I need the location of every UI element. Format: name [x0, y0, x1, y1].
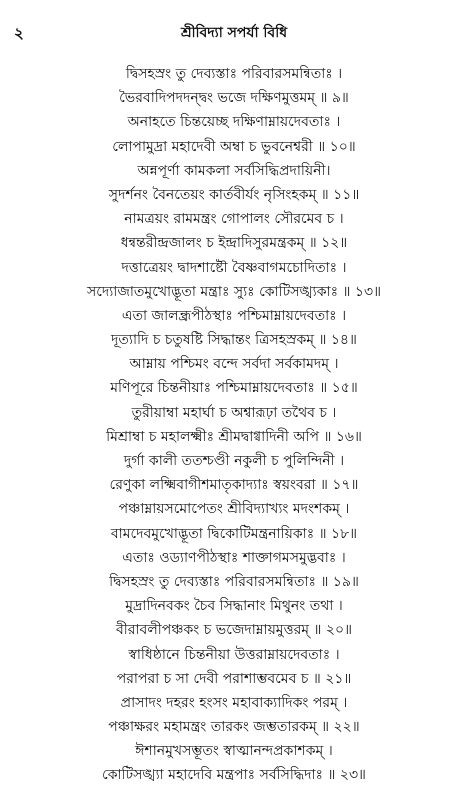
verse-line: ঈশানমুখসম্ভূতং স্বাত্মানন্দপ্রকাশকম্ ।: [135, 743, 333, 760]
verse-line: দ্বিসহস্রং তু দেব্যস্তাঃ পরিবারসমন্বিতাঃ ।: [125, 66, 343, 82]
verse-line: দত্তাত্রেয়ং দ্বাদশাষ্টৌ বৈষ্ণবাগমচোদিতাঃ ।: [121, 259, 347, 276]
verse-line: সদ্যোজাতমুখোদ্ভূতা মন্ত্রাঃ স্যুঃ কোটিসঙ্খ্যকাঃ ॥ ১৩॥: [86, 283, 381, 300]
verse-line: ভৈরবাদিপদদন্দ্বং ভজে দক্ষিণমুত্তমম্ ॥ ৯॥: [119, 90, 349, 107]
verse-line: আম্নায় পশ্চিমং বন্দে সর্বদা সর্বকামদম্ ।: [129, 356, 339, 373]
verse-line: সুদর্শনং বৈনতেয়ং কার্তবীর্যং নৃসিংহকম্ ॥ ১১॥: [108, 186, 360, 203]
verse-line: রেণুকা লক্ষ্মিবাগীশমাতৃকাদ্যাঃ স্বয়ংবরা ॥ ১৭॥: [109, 477, 359, 494]
running-header: শ্রীবিদ্যা সপর্যা বিধি: [180, 25, 288, 41]
verse-line: অন্নপূর্ণা কামকলা সর্বসিদ্ধিপ্রদায়িনী।: [137, 162, 331, 179]
verse-line: বীরাবলীপঞ্চকং চ ভজেদাম্নায়মুত্তরম্ ॥ ২০॥: [115, 622, 353, 639]
verse-line: পঞ্চাম্নায়সমোপেতং শ্রীবিদ্যাখ্যং মদংশকম্ ।: [118, 501, 350, 518]
verse-line: লোপামুদ্রা মহাদেবী অম্বা চ ভুবনেশ্বরী ॥ ১০॥: [112, 138, 356, 155]
verse-line: স্বাধিষ্ঠানে চিন্তনীয়া উত্তরাম্নায়দেবতাঃ ।: [128, 646, 340, 663]
verse-line: কোটিসঙ্খ্যা মহাদেবি মন্ত্রপাঃ সর্বসিদ্ধিদাঃ ॥ ২৩॥: [102, 767, 366, 784]
verse-line: তুরীয়াম্বা মহার্ঘা চ অশ্বারূঢ়া তথৈব চ ।: [131, 404, 337, 421]
verse-line: মিশ্রাম্বা চ মহালক্ষ্মীঃ শ্রীমদ্বাগ্বাদিনী অপি ॥ ১৬॥: [106, 428, 362, 445]
verse-line: ধন্বন্তরীন্দ্রজালং চ ইন্দ্রাদিসুরমন্ত্রকম্ ॥ ১২॥: [120, 235, 348, 252]
verse-line: মুদ্রাদিনবকং চৈব সিদ্ধানাং মিথুনং তথা ।: [125, 598, 343, 615]
verse-list: [0, 62, 468, 788]
verse-line: বামদেবমুখোদ্ভূতা দ্বিকোটিমন্ত্রনায়িকাঃ ॥ ১৮॥: [110, 525, 358, 542]
verse-line: এতা জালন্ধ্রপীঠস্থাঃ পশ্চিমাম্নায়দেবতাঃ ।: [121, 307, 347, 324]
verse-line: পরাপরা চ সা দেবী পরাশাম্ভবমেব চ ॥ ২১॥: [116, 670, 352, 687]
verse-line: দ্বিসহস্রং তু দেব্যস্তাঃ পরিবারসমন্বিতাঃ ॥ ১৯॥: [109, 573, 359, 590]
verse-line: দুর্গা কালী ততশ্চণ্ডী নকুলী চ পুলিন্দিনী ।: [123, 453, 345, 469]
verse-line: পঞ্চাক্ষরং মহামন্ত্রং তারকং জম্ভতারকম্ ॥ ২২॥: [108, 719, 360, 736]
verse-line: অনাহতে চিন্তয়েচ্ছ দক্ষিণাম্নায়দেবতাঃ ।: [127, 114, 341, 131]
verse-line: এতাঃ ওড্যাণপীঠস্থাঃ শাক্তাগমসমুদ্ভবাঃ ।: [122, 549, 346, 566]
verse-line: মণিপূরে চিন্তনীয়াঃ পশ্চিমাম্নায়দেবতাঃ ॥ ১৫॥: [110, 380, 358, 397]
verse-line: নামত্রয়ং রামমন্ত্রং গোপালং সৌরমেব চ ।: [124, 211, 344, 228]
page-number: ২: [14, 24, 24, 42]
verse-line: দূত্যাদি চ চতুষষ্টি সিদ্ধান্তং ত্রিসহস্রকম্ ॥ ১৪॥: [111, 332, 357, 349]
verse-line: প্রাসাদং দহরং হংসং মহাবাক্যাদিকং পরম্ ।: [120, 694, 348, 711]
